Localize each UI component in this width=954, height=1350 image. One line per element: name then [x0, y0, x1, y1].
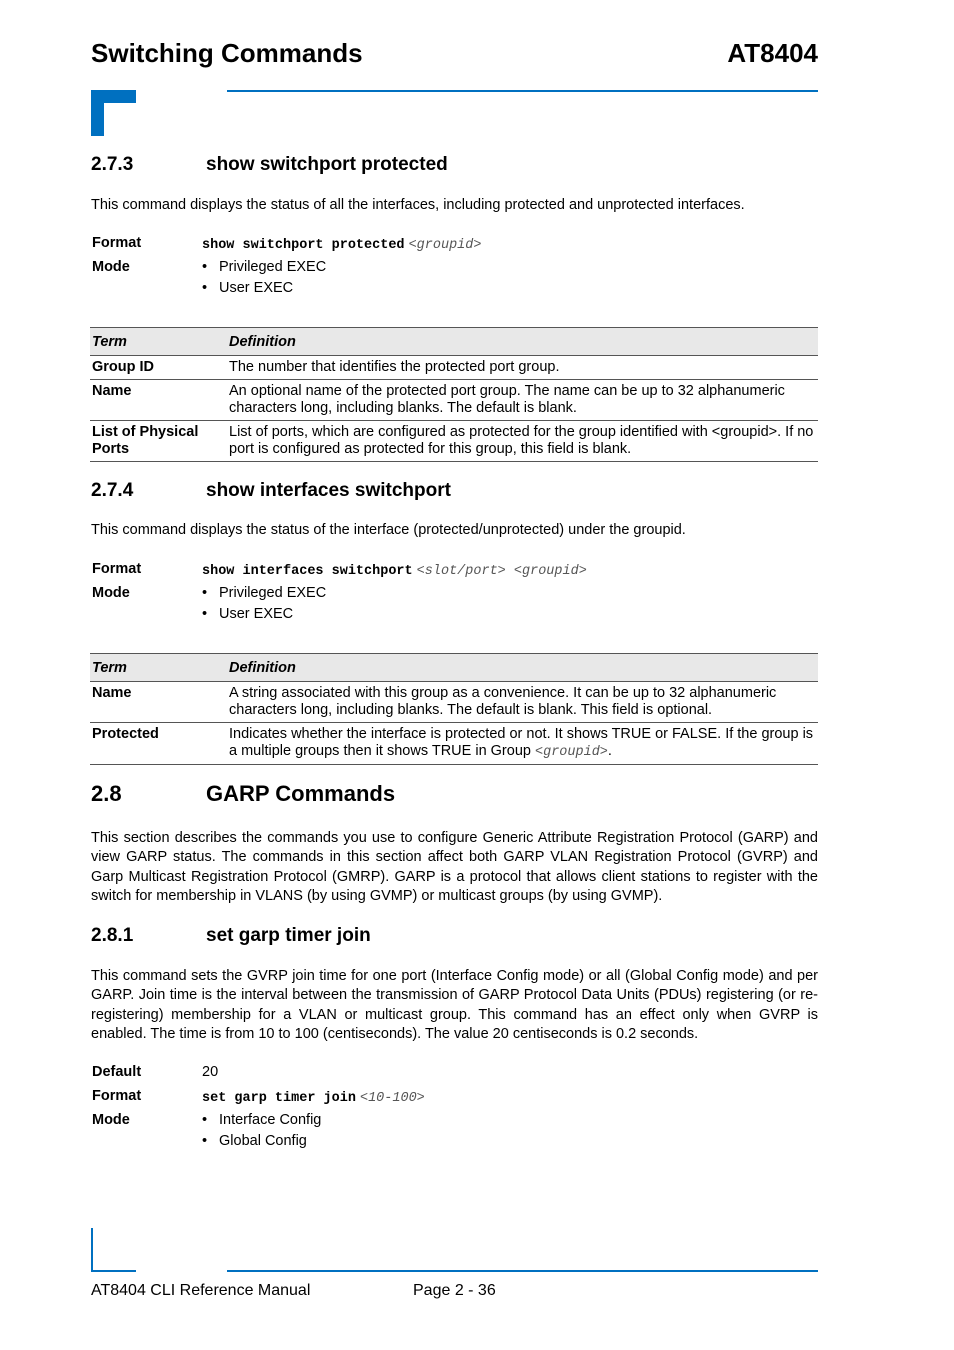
mode-item: • Interface Config [202, 1112, 322, 1128]
mode-item: • Global Config [202, 1133, 307, 1149]
format-label: Format [92, 1088, 142, 1104]
corner-mark-horizontal [91, 90, 136, 103]
table-header-definition: Definition [227, 654, 818, 682]
mode-item: • User EXEC [202, 606, 294, 622]
definition-cell: A string associated with this group as a convenience. It can be up to 32 alphanumeric characters long, including blanks. The default is blank. This field is optional. [227, 682, 818, 723]
term-cell: Name [90, 380, 227, 421]
footer-page-number: Page 2 - 36 [413, 1282, 496, 1299]
header-rule [227, 90, 818, 92]
table-header-definition: Definition [227, 328, 818, 356]
section-desc-2-8: This section describes the commands you use to configure Generic Attribute Registration Protocol (GARP) and view GARP status. The commands in this section affect both GARP VLAN Registration Protocol (GVRP) and Garp Multicast Registration Protocol (GMRP). GARP is a protocol that allows client stations to register with the switch for membership in VLANS (by using GVMP) or multicast groups (by using GVMP). [91, 830, 818, 905]
command-argument: <10-100> [359, 1091, 425, 1106]
section-number-2-7-3: 2.7.3 [91, 154, 134, 175]
mode-item: • Privileged EXEC [202, 259, 327, 275]
term-cell: List of Physical Ports [90, 421, 227, 462]
section-title-2-8: GARP Commands [206, 781, 396, 806]
footer-rule [227, 1270, 818, 1272]
header-product: AT8404 [727, 38, 818, 68]
command-keyword: show interfaces switchport [202, 564, 413, 579]
table-header-term: Term [90, 328, 227, 356]
term-cell: Group ID [90, 356, 227, 380]
format-command [202, 1088, 425, 1108]
section-desc-2-7-3: This command displays the status of all the interfaces, including protected and unprotected interfaces. [91, 197, 745, 213]
default-label: Default [92, 1064, 142, 1080]
section-title-2-7-4: show interfaces switchport [206, 480, 451, 501]
header-title: Switching Commands [91, 38, 363, 68]
table-row [90, 682, 818, 723]
term-cell: Name [90, 682, 227, 723]
definition-table-2-7-3 [90, 327, 818, 462]
inline-argument: <groupid> [535, 745, 608, 760]
footer-corner-horizontal [91, 1270, 136, 1272]
mode-item: • Privileged EXEC [202, 585, 327, 601]
definition-cell: Indicates whether the interface is protected or not. It shows TRUE or FALSE. If the group is a multiple groups then it shows TRUE in Group <groupid>. [227, 723, 818, 765]
format-label: Format [92, 561, 142, 577]
section-desc-2-8-1: This command sets the GVRP join time for one port (Interface Config mode) or all (Global Config mode) and per GARP. Join time is the interval between the transmission of GARP Protocol Data Units (PDUs) registering (or re-registering) membership for a VLAN or multicast group. This command has an effect only when GVRP is enabled. The time is from 10 to 100 (centiseconds). The value 20 centiseconds is 0.2 seconds. [91, 968, 818, 1043]
term-cell: Protected [90, 723, 227, 765]
format-command [202, 561, 587, 581]
format-label: Format [92, 235, 142, 251]
table-row [90, 380, 818, 421]
section-number-2-8: 2.8 [91, 781, 122, 806]
section-desc-2-7-4: This command displays the status of the interface (protected/unprotected) under the groupid. [91, 522, 686, 538]
mode-label: Mode [92, 1112, 130, 1128]
footer-corner-vertical [91, 1228, 93, 1272]
definition-cell: List of ports, which are configured as protected for the group identified with <groupid>. If no port is configured as protected for this group, this field is blank. [227, 421, 818, 462]
command-keyword: show switchport protected [202, 238, 405, 253]
definition-cell: An optional name of the protected port group. The name can be up to 32 alphanumeric characters long, including blanks. The default is blank. [227, 380, 818, 421]
mode-item: • User EXEC [202, 280, 294, 296]
table-header-term: Term [90, 654, 227, 682]
definition-cell: The number that identifies the protected port group. [227, 356, 818, 380]
section-number-2-8-1: 2.8.1 [91, 925, 134, 946]
footer-manual-title: AT8404 CLI Reference Manual [91, 1282, 311, 1299]
definition-table-2-7-4 [90, 653, 818, 765]
command-argument: <groupid> [408, 238, 482, 253]
section-number-2-7-4: 2.7.4 [91, 480, 134, 501]
default-value: 20 [202, 1064, 219, 1080]
table-row [90, 356, 818, 380]
mode-label: Mode [92, 585, 130, 601]
command-argument: <slot/port> <groupid> [416, 564, 587, 579]
format-command [202, 235, 482, 255]
mode-label: Mode [92, 259, 130, 275]
section-title-2-8-1: set garp timer join [206, 925, 371, 946]
table-row [90, 723, 818, 765]
section-title-2-7-3: show switchport protected [206, 154, 448, 175]
command-keyword: set garp timer join [202, 1091, 356, 1106]
table-row [90, 421, 818, 462]
